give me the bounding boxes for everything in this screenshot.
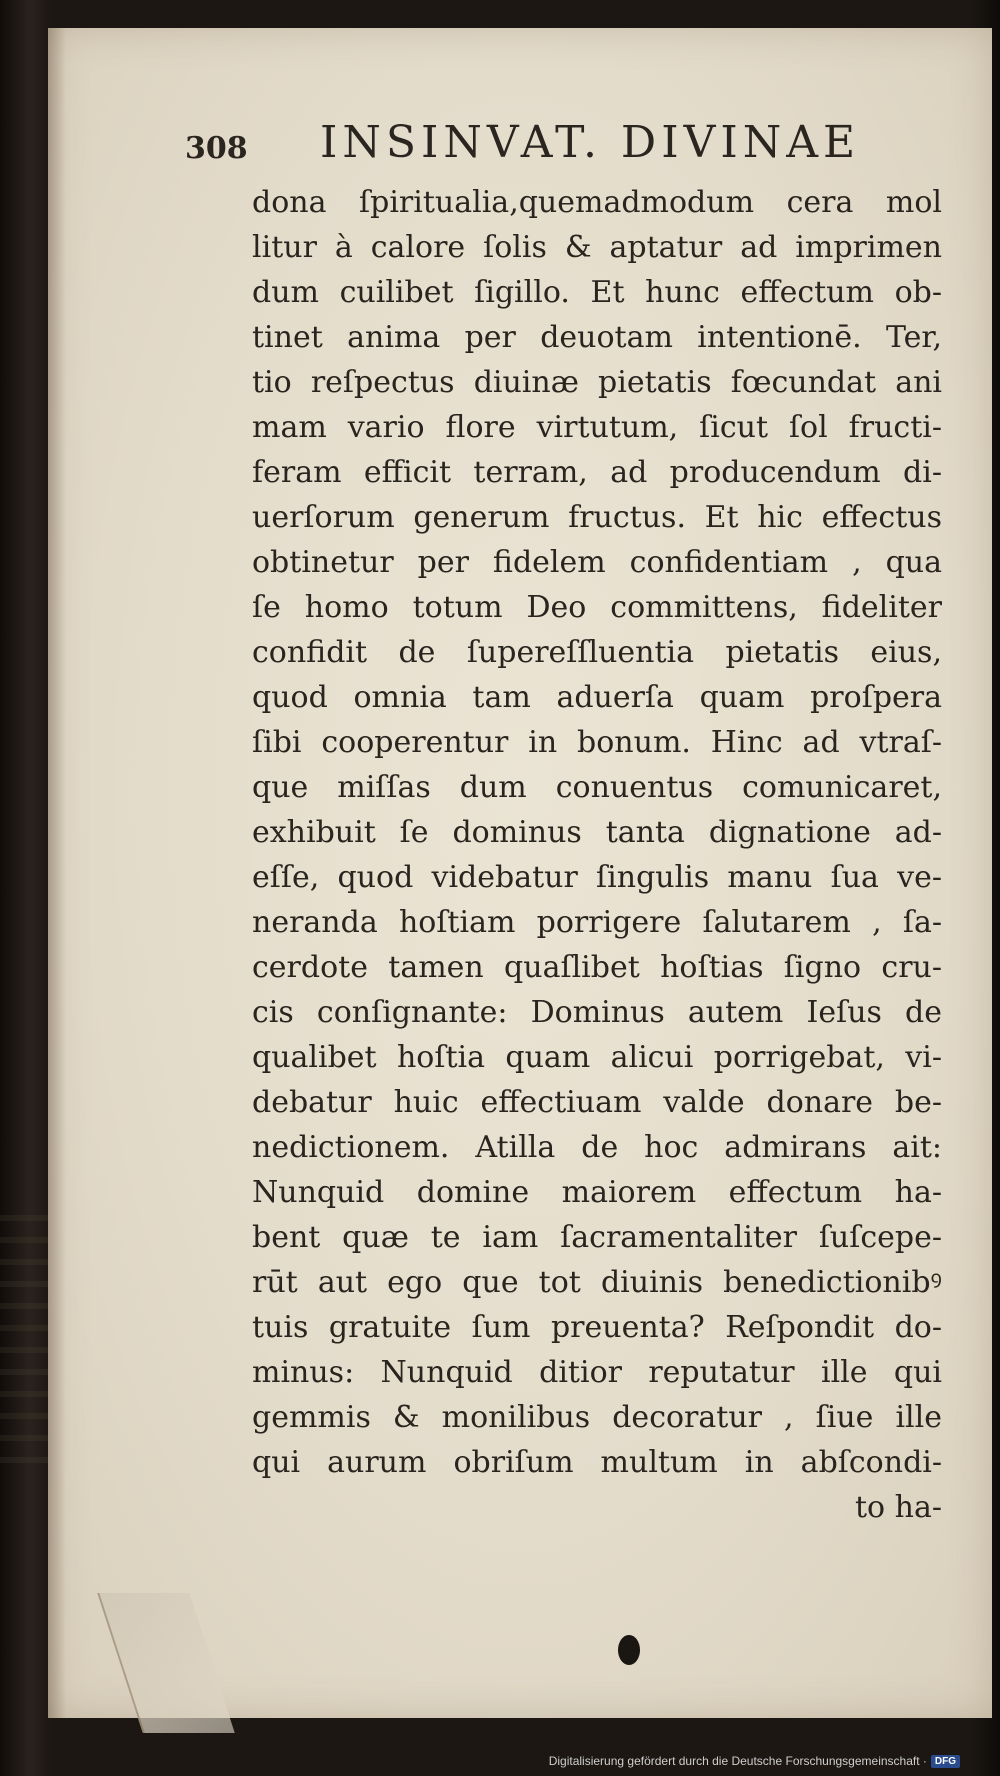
body-text bbox=[252, 180, 942, 1530]
digitization-credit bbox=[549, 1754, 960, 1768]
text-line: exhibuit ſe dominus tanta dignatione ad- bbox=[252, 815, 942, 850]
page-number: 308 bbox=[185, 131, 248, 166]
text-line: uerſorum generum fructus. Et hic effectus bbox=[252, 500, 942, 535]
text-line: tuis gratuite ſum preuenta? Reſpondit do- bbox=[252, 1310, 942, 1345]
text-line: rūt aut ego que tot diuinis benedictionibꝰ bbox=[252, 1265, 942, 1300]
text-line: dum cuilibet ſigillo. Et hunc effectum ob- bbox=[252, 275, 942, 310]
text-line: qui aurum obriſum multum in abſcondi- bbox=[252, 1445, 942, 1480]
text-line: feram efficit terram, ad producendum di- bbox=[252, 455, 942, 490]
text-line: que miſſas dum conuentus comunicaret, bbox=[252, 770, 942, 805]
adjacent-page-bleed bbox=[0, 1215, 48, 1465]
text-line: gemmis & monilibus decoratur , ſiue ille bbox=[252, 1400, 942, 1435]
text-line: tio reſpectus diuinæ pietatis fœcundat ani bbox=[252, 365, 942, 400]
text-line: litur à calore ſolis & aptatur ad imprimen bbox=[252, 230, 942, 265]
text-line: mam vario flore virtutum, ſicut ſol fructi- bbox=[252, 410, 942, 445]
running-title: INSINVAT. DIVINAE bbox=[320, 117, 861, 168]
text-line: tinet anima per deuotam intentionē. Ter, bbox=[252, 320, 942, 355]
page-header bbox=[185, 117, 905, 177]
text-line: ſe homo totum Deo committens, fideliter bbox=[252, 590, 942, 625]
text-line: confidit de ſupereſſluentia pietatis eius, bbox=[252, 635, 942, 670]
text-line: neranda hoſtiam porrigere ſalutarem , ſa- bbox=[252, 905, 942, 940]
text-line: cerdote tamen quaſlibet hoſtias ſigno cru- bbox=[252, 950, 942, 985]
text-line: quod omnia tam aduerſa quam proſpera bbox=[252, 680, 942, 715]
text-line: dona ſpiritualia,quemadmodum cera mol bbox=[252, 185, 942, 220]
text-line: debatur huic effectiuam valde donare be- bbox=[252, 1085, 942, 1120]
text-line: cis conſignante: Dominus autem Ieſus de bbox=[252, 995, 942, 1030]
ink-blot bbox=[618, 1635, 640, 1665]
text-line: qualibet hoſtia quam alicui porrigebat, vi- bbox=[252, 1040, 942, 1075]
text-line: nedictionem. Atilla de hoc admirans ait: bbox=[252, 1130, 942, 1165]
text-line: Nunquid domine maiorem effectum ha- bbox=[252, 1175, 942, 1210]
folded-page-corner bbox=[97, 1593, 234, 1733]
text-line: obtinetur per fidelem confidentiam , qua bbox=[252, 545, 942, 580]
text-line: to ha- bbox=[855, 1490, 942, 1525]
text-line: bent quæ te iam ſacramentaliter ſuſcepe- bbox=[252, 1220, 942, 1255]
text-line: minus: Nunquid ditior reputatur ille qui bbox=[252, 1355, 942, 1390]
dfg-logo: DFG bbox=[931, 1755, 960, 1768]
credit-text: Digitalisierung gefördert durch die Deutsche Forschungsgemeinschaft · bbox=[548, 1754, 927, 1768]
text-line: ſibi cooperentur in bonum. Hinc ad vtraſ- bbox=[252, 725, 942, 760]
text-line: eſſe, quod videbatur ſingulis manu ſua ve- bbox=[252, 860, 942, 895]
